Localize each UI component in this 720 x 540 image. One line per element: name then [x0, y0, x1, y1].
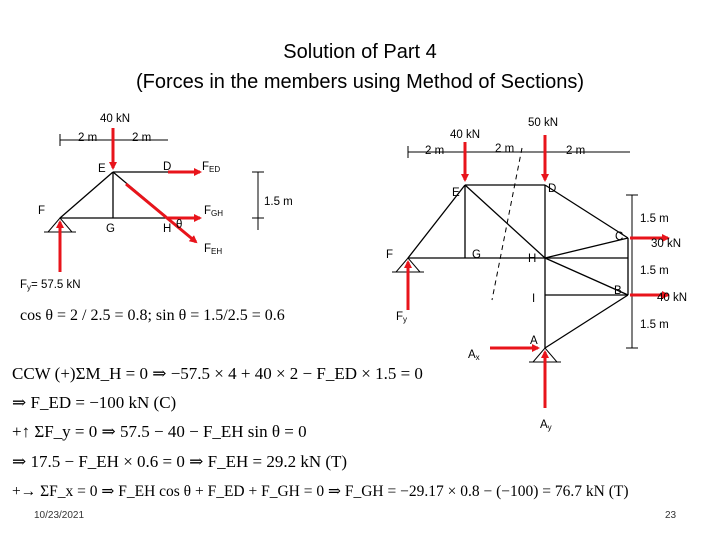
footer-date: 10/23/2021: [34, 510, 85, 521]
left-dim-a: 2 m: [78, 132, 98, 144]
right-dim-3: 2 m: [566, 145, 586, 157]
right-node-c: C: [615, 231, 624, 243]
right-ay-label: Ay: [540, 419, 552, 432]
feh-label: FEH: [204, 243, 223, 256]
right-dim-2: 2 m: [495, 143, 515, 155]
load-c-label: 30 kN: [651, 238, 682, 250]
right-node-i: I: [532, 293, 536, 305]
trig-equation: cos θ = 2 / 2.5 = 0.8; sin θ = 1.5/2.5 = 0.6: [20, 307, 285, 324]
right-node-b: B: [614, 285, 622, 297]
fed-label: FED: [202, 161, 221, 174]
right-node-g: G: [472, 249, 481, 261]
right-load-50-label: 50 kN: [528, 117, 559, 129]
feh-arrow: [126, 184, 196, 242]
left-node-h: H: [163, 223, 172, 235]
right-height-2: 1.5 m: [640, 265, 669, 277]
fed-result: ⇒ F_ED = −100 kN (C): [12, 393, 177, 412]
left-reaction-label: Fy= 57.5 kN: [20, 279, 81, 292]
right-node-f: F: [386, 249, 394, 261]
right-ax-label: Ax: [468, 349, 480, 362]
left-height-label: 1.5 m: [264, 196, 293, 208]
right-node-e: E: [452, 187, 460, 199]
fx-equation: +→ ΣF_x = 0 ⇒ F_EH cos θ + F_ED + F_GH = 0 ⇒ F_GH = −29.17 × 0.8 − (−100) = 76.7 kN (T): [12, 483, 629, 500]
right-dim-1: 2 m: [425, 145, 445, 157]
right-fy-label: Fy: [396, 311, 408, 324]
moment-equation: CCW (+)ΣM_H = 0 ⇒ −57.5 × 4 + 40 × 2 − F_ED × 1.5 = 0: [12, 364, 423, 383]
right-height-1: 1.5 m: [640, 213, 669, 225]
right-node-d: D: [548, 183, 557, 195]
left-node-d: D: [163, 161, 172, 173]
slide-subtitle: (Forces in the members using Method of Sections): [136, 71, 584, 93]
feh-result: ⇒ 17.5 − F_EH × 0.6 = 0 ⇒ F_EH = 29.2 kN (T): [12, 452, 348, 471]
right-truss-diagram: [386, 117, 687, 432]
slide-title: Solution of Part 4: [283, 41, 437, 63]
load-b-label: 40 kN: [657, 292, 688, 304]
left-dim-b: 2 m: [132, 132, 152, 144]
fy-equation: +↑ ΣF_y = 0 ⇒ 57.5 − 40 − F_EH sin θ = 0: [12, 422, 307, 441]
left-node-g: G: [106, 223, 115, 235]
left-node-f: F: [38, 205, 46, 217]
left-free-body-diagram: [20, 113, 293, 292]
left-load-label: 40 kN: [100, 113, 131, 125]
left-node-e: E: [98, 163, 106, 175]
right-load-40-label: 40 kN: [450, 129, 481, 141]
page-number: 23: [665, 510, 677, 521]
right-node-a: A: [530, 335, 538, 347]
right-node-h: H: [528, 253, 537, 265]
theta-label: θ: [176, 219, 183, 231]
right-height-3: 1.5 m: [640, 319, 669, 331]
fgh-label: FGH: [204, 205, 224, 218]
